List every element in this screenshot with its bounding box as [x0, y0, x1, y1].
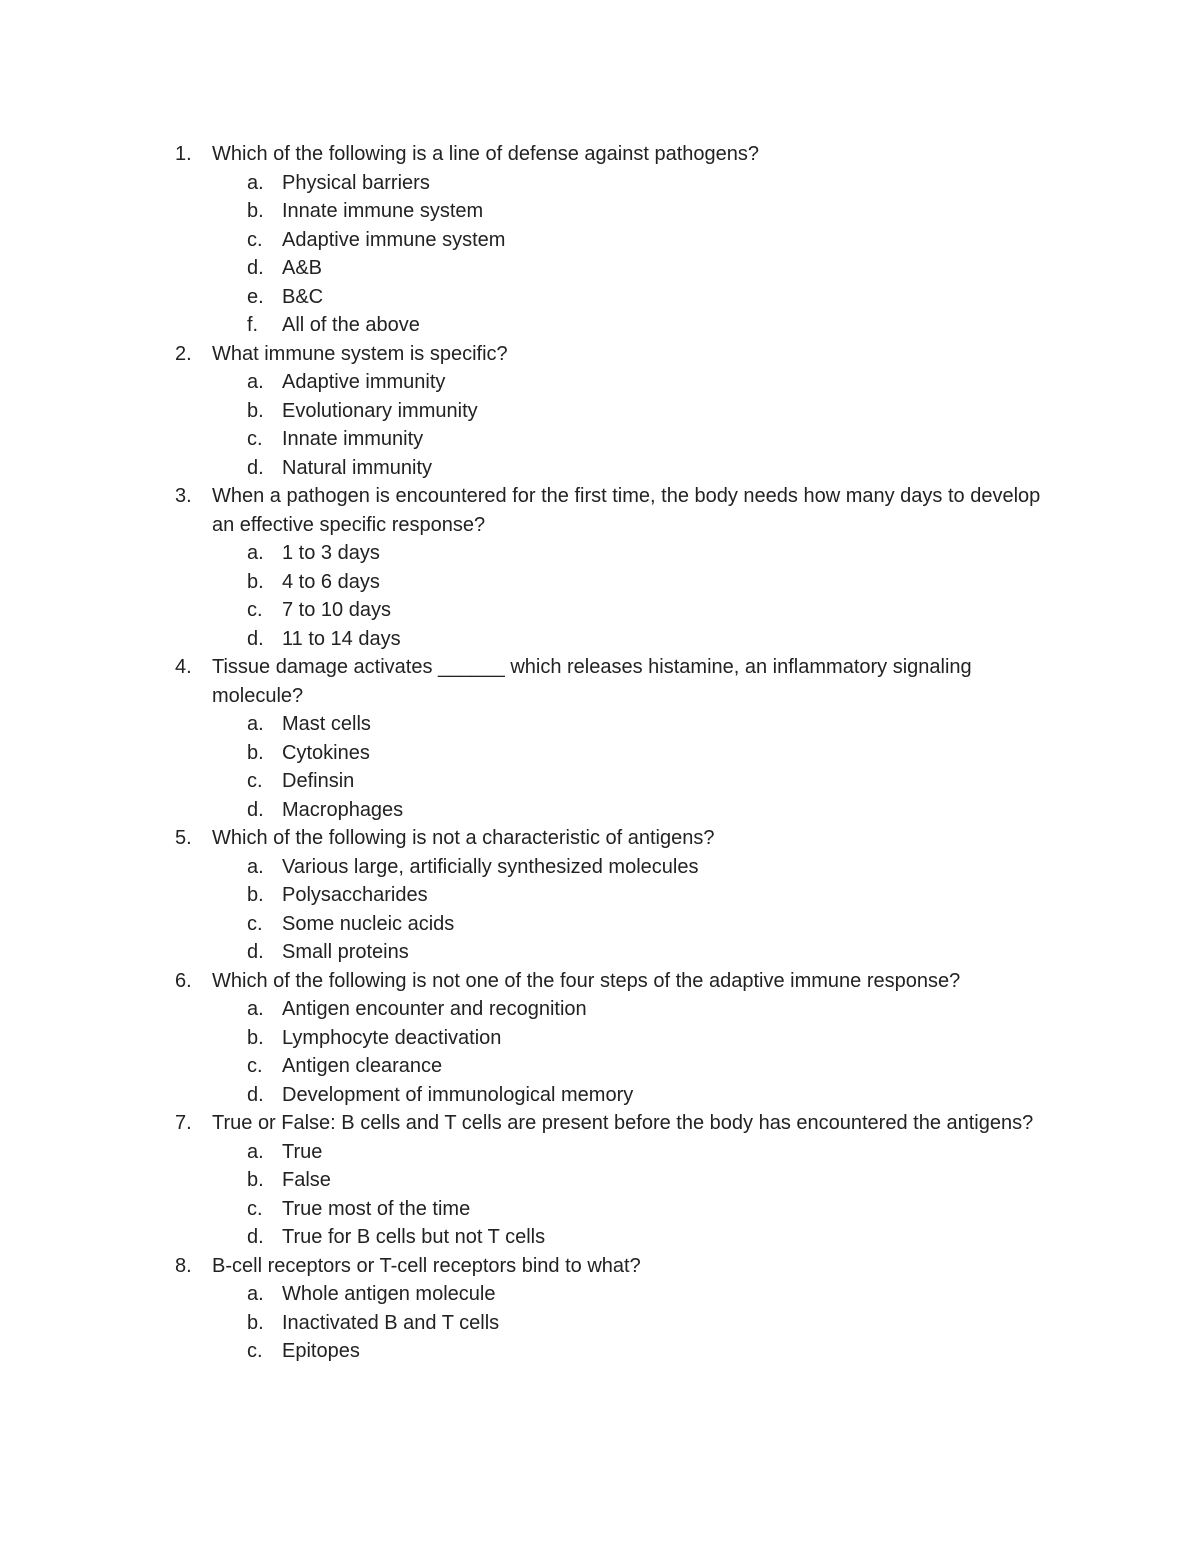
answer-option	[0, 1280, 1200, 1309]
option-text: Adaptive immunity	[282, 371, 446, 393]
option-letter: d.	[247, 798, 264, 821]
option-letter: d.	[247, 1226, 264, 1248]
option-text: 4 to 6 days	[282, 570, 380, 593]
question-text: What immune system is specific?	[212, 342, 508, 365]
option-text: Evolutionary immunity	[282, 399, 478, 422]
question-row	[0, 967, 1200, 996]
question-row	[0, 140, 1200, 169]
question-text: B-cell receptors or T-cell receptors bind to what?	[212, 1254, 641, 1277]
answer-option	[0, 853, 1200, 882]
answer-option	[0, 910, 1200, 939]
answer-option	[0, 311, 1200, 340]
option-text: True for B cells but not T cells	[282, 1226, 546, 1248]
answer-option	[0, 1223, 1200, 1252]
question-text: Tissue damage activates ______ which releases histamine, an inflammatory signaling molecule?	[212, 656, 972, 707]
answer-option	[0, 283, 1200, 312]
option-letter: b.	[247, 399, 264, 422]
option-text: 7 to 10 days	[282, 599, 391, 621]
question-2	[0, 340, 1200, 483]
option-text: Small proteins	[282, 941, 409, 963]
option-letter: a.	[247, 713, 264, 735]
option-text: True most of the time	[282, 1197, 471, 1220]
answer-option	[0, 1052, 1200, 1081]
answer-option	[0, 1166, 1200, 1195]
question-6	[0, 967, 1200, 1110]
answer-option	[0, 796, 1200, 825]
question-3	[0, 482, 1200, 653]
option-letter: c.	[247, 912, 263, 935]
option-text: Macrophages	[282, 798, 404, 821]
answer-option	[0, 425, 1200, 454]
option-letter: c.	[247, 428, 263, 450]
option-text: Definsin	[282, 770, 355, 792]
answer-option	[0, 169, 1200, 198]
question-text: Which of the following is not a characteristic of antigens?	[212, 827, 715, 849]
question-text: True or False: B cells and T cells are present before the body has encountered the antigens?	[212, 1112, 1034, 1134]
option-text: Development of immunological memory	[282, 1083, 634, 1106]
option-letter: c.	[247, 1197, 263, 1220]
option-text: Physical barriers	[282, 171, 430, 194]
option-text: All of the above	[282, 314, 420, 336]
option-letter: a.	[247, 371, 264, 393]
option-letter: c.	[247, 1055, 263, 1077]
option-text: Antigen clearance	[282, 1055, 443, 1077]
option-text: Polysaccharides	[282, 884, 428, 906]
answer-option	[0, 1138, 1200, 1167]
answer-option	[0, 739, 1200, 768]
question-number: 5.	[175, 827, 192, 849]
question-number: 7.	[175, 1112, 192, 1134]
question-number: 3.	[175, 485, 192, 507]
answer-option	[0, 767, 1200, 796]
question-number: 1.	[175, 143, 192, 165]
option-text: 11 to 14 days	[282, 627, 401, 650]
question-text: Which of the following is not one of the four steps of the adaptive immune response?	[212, 969, 961, 992]
option-letter: b.	[247, 884, 264, 906]
option-letter: e.	[247, 285, 264, 308]
option-text: Cytokines	[282, 741, 370, 764]
option-letter: c.	[247, 770, 263, 792]
answer-option	[0, 454, 1200, 483]
answer-option	[0, 226, 1200, 255]
option-letter: f.	[247, 314, 259, 336]
answer-option	[0, 995, 1200, 1024]
option-letter: b.	[247, 200, 264, 222]
option-letter: d.	[247, 1083, 264, 1106]
option-letter: b.	[247, 1026, 264, 1049]
option-text: Lymphocyte deactivation	[282, 1026, 502, 1049]
option-letter: a.	[247, 1140, 264, 1163]
answer-option	[0, 539, 1200, 568]
option-letter: b.	[247, 1169, 264, 1191]
answer-option	[0, 1024, 1200, 1053]
answer-option	[0, 1337, 1200, 1366]
question-row	[0, 340, 1200, 369]
option-text: Whole antigen molecule	[282, 1283, 496, 1305]
option-letter: d.	[247, 627, 264, 650]
option-letter: a.	[247, 542, 264, 564]
option-letter: b.	[247, 1311, 264, 1334]
option-text: Epitopes	[282, 1340, 360, 1362]
question-number: 4.	[175, 656, 192, 678]
option-text: Innate immunity	[282, 428, 424, 450]
question-row	[0, 824, 1200, 853]
answer-option	[0, 197, 1200, 226]
question-list	[0, 140, 1200, 1366]
option-text: B&C	[282, 285, 324, 308]
answer-option	[0, 254, 1200, 283]
option-letter: c.	[247, 228, 263, 251]
option-text: A&B	[282, 257, 323, 279]
option-text: False	[282, 1169, 331, 1191]
question-number: 2.	[175, 342, 192, 365]
answer-option	[0, 938, 1200, 967]
answer-option	[0, 1081, 1200, 1110]
question-text: When a pathogen is encountered for the first time, the body needs how many days to develop an effective specific response?	[212, 485, 1041, 536]
option-text: Antigen encounter and recognition	[282, 998, 587, 1020]
option-letter: b.	[247, 570, 264, 593]
answer-option	[0, 1309, 1200, 1338]
question-4	[0, 653, 1200, 824]
answer-option	[0, 368, 1200, 397]
answer-option	[0, 397, 1200, 426]
question-1	[0, 140, 1200, 340]
question-text: Which of the following is a line of defense against pathogens?	[212, 143, 760, 165]
option-letter: a.	[247, 1283, 264, 1305]
answer-option	[0, 710, 1200, 739]
option-text: Various large, artificially synthesized molecules	[282, 855, 699, 878]
question-number: 8.	[175, 1254, 192, 1277]
option-text: Natural immunity	[282, 456, 433, 479]
option-letter: d.	[247, 257, 264, 279]
option-text: Innate immune system	[282, 200, 484, 222]
option-letter: c.	[247, 1340, 263, 1362]
option-text: 1 to 3 days	[282, 542, 380, 564]
answer-option	[0, 1195, 1200, 1224]
answer-option	[0, 625, 1200, 654]
answer-option	[0, 881, 1200, 910]
option-text: Some nucleic acids	[282, 912, 455, 935]
question-5	[0, 824, 1200, 967]
option-letter: a.	[247, 855, 264, 878]
option-text: True	[282, 1140, 323, 1163]
option-text: Adaptive immune system	[282, 228, 506, 251]
answer-option	[0, 596, 1200, 625]
question-row	[0, 653, 1200, 710]
option-letter: a.	[247, 171, 264, 194]
question-row	[0, 1252, 1200, 1281]
option-text: Mast cells	[282, 713, 371, 735]
option-letter: b.	[247, 741, 264, 764]
option-letter: a.	[247, 998, 264, 1020]
question-number: 6.	[175, 969, 192, 992]
answer-option	[0, 568, 1200, 597]
option-letter: d.	[247, 456, 264, 479]
option-letter: d.	[247, 941, 264, 963]
option-letter: c.	[247, 599, 263, 621]
question-7	[0, 1109, 1200, 1252]
question-row	[0, 1109, 1200, 1138]
question-row	[0, 482, 1200, 539]
option-text: Inactivated B and T cells	[282, 1311, 500, 1334]
question-8	[0, 1252, 1200, 1366]
